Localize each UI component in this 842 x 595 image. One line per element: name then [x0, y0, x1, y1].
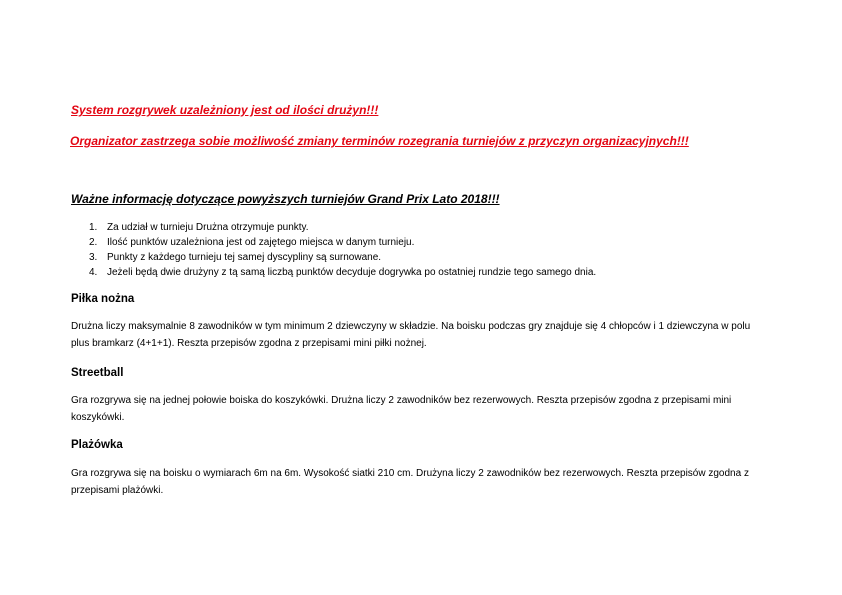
list-item-text: Za udział w turnieju Drużna otrzymuje punkty.: [107, 222, 309, 233]
list-item-number: 2.: [89, 237, 98, 248]
football-body: Drużna liczy maksymalnie 8 zawodników w tym minimum 2 dziewczyny w składzie. Na boisku podczas gry znajduje się 4 chłopców i 1 dziewczyna w polu plus bramkarz (4+1+1). Reszta przepisów zgodna z przepisami mini piłki nożnej.: [71, 321, 751, 349]
list-item: [89, 265, 596, 280]
list-item-number: 4.: [89, 267, 98, 278]
streetball-title: Streetball: [71, 367, 124, 379]
beach-body: Gra rozgrywa się na boisku o wymiarach 6m na 6m. Wysokość siatki 210 cm. Drużyna liczy 2 zawodników bez rezerwowych. Reszta przepisów zgodna z przepisami plażówki.: [71, 468, 749, 496]
list-item-text: Jeżeli będą dwie drużyny z tą samą liczbą punktów decyduje dogrywka po ostatniej rundzie tego samego dnia.: [107, 267, 597, 278]
list-item: [89, 250, 596, 265]
list-item-number: 3.: [89, 252, 98, 263]
list-item: [89, 220, 596, 235]
system-warning: System rozgrywek uzależniony jest od ilości drużyn!!!: [71, 103, 379, 117]
list-item: [89, 235, 596, 250]
beach-title: Plażówka: [71, 439, 123, 451]
streetball-body: Gra rozgrywa się na jednej połowie boiska do koszykówki. Drużna liczy 2 zawodników bez rezerwowych. Reszta przepisów zgodna z przepisami mini koszykówki.: [71, 395, 732, 423]
organizer-warning: Organizator zastrzega sobie możliwość zmiany terminów rozegrania turniejów z przyczyn organizacyjnych!!!: [70, 134, 689, 148]
list-item-text: Punkty z każdego turnieju tej samej dyscypliny są surnowane.: [107, 252, 382, 263]
info-heading: Ważne informację dotyczące powyższych turniejów Grand Prix Lato 2018!!!: [71, 192, 500, 206]
rules-list: [89, 220, 596, 280]
football-title: Piłka nożna: [71, 293, 135, 305]
list-item-text: Ilość punktów uzależniona jest od zajętego miejsca w danym turnieju.: [107, 237, 415, 248]
list-item-number: 1.: [89, 222, 98, 233]
